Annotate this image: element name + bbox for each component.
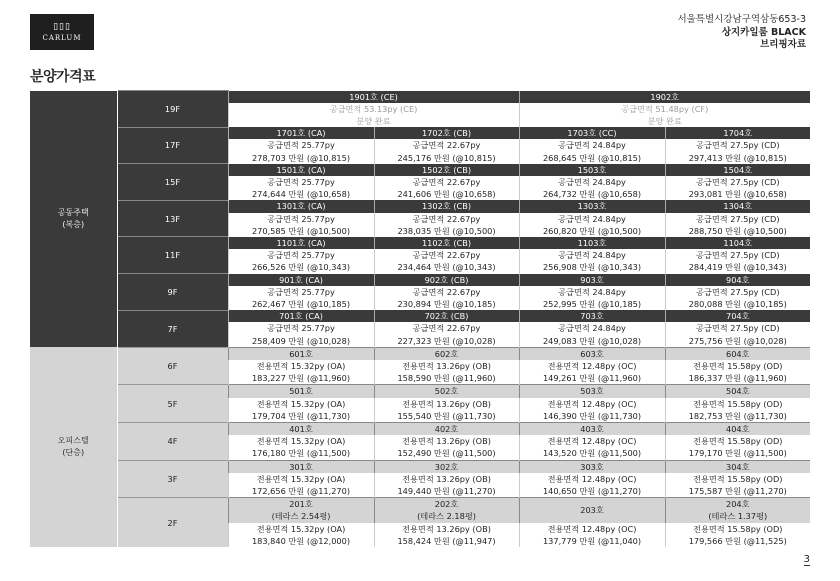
unit-header: 1703호 (CC): [519, 127, 665, 139]
unit-status: 분양 완료: [519, 115, 810, 127]
unit-price: 183,227 만원 (@11,960): [228, 372, 374, 385]
unit-price: 241,606 만원 (@10,658): [374, 188, 519, 200]
unit-area: 전용면적 15.58py (OD): [665, 398, 810, 410]
page-number: 3: [803, 554, 810, 565]
unit-price: 155,540 만원 (@11,730): [374, 410, 519, 423]
unit-name: 204호: [725, 499, 750, 510]
unit-price: 152,490 만원 (@11,500): [374, 447, 519, 460]
unit-price: 179,170 만원 (@11,500): [665, 447, 810, 460]
unit-price: 262,467 만원 (@10,185): [228, 298, 374, 310]
category-residential: [30, 91, 117, 348]
unit-header: 702호 (CB): [374, 310, 519, 322]
table-row: [30, 200, 810, 212]
unit-area: 전용면적 12.48py (OC): [519, 435, 665, 447]
unit-price: 182,753 만원 (@11,730): [665, 410, 810, 423]
unit-area: 공급면적 24.84py: [519, 139, 665, 151]
unit-price: 175,587 만원 (@11,270): [665, 485, 810, 498]
unit-price: 264,732 만원 (@10,658): [519, 188, 665, 200]
unit-name: 201호: [289, 499, 313, 510]
unit-area: 공급면적 27.5py (CD): [665, 176, 810, 188]
unit-header: 1301호 (CA): [228, 200, 374, 212]
unit-area: 공급면적 22.67py: [374, 249, 519, 261]
unit-price: 183,840 만원 (@12,000): [228, 535, 374, 547]
unit-price: 249,083 만원 (@10,028): [519, 335, 665, 348]
table-row: [30, 164, 810, 176]
category-office: [30, 347, 117, 547]
unit-area: 공급면적 22.67py: [374, 213, 519, 225]
unit-area: 공급면적 24.84py: [519, 213, 665, 225]
unit-area: 전용면적 12.48py (OC): [519, 473, 665, 485]
carlum-logo: [30, 14, 94, 50]
floor-label: 9F: [117, 274, 228, 311]
unit-header: 402호: [374, 422, 519, 435]
unit-terrace: (테라스 2.18평): [417, 511, 476, 522]
price-table: [30, 90, 810, 547]
unit-price: 260,820 만원 (@10,500): [519, 225, 665, 237]
table-row: [30, 498, 810, 523]
unit-header: 704호: [665, 310, 810, 322]
unit-header: 403호: [519, 422, 665, 435]
unit-header: 1302호 (CB): [374, 200, 519, 212]
unit-header: 904호: [665, 274, 810, 286]
unit-header: 1502호 (CB): [374, 164, 519, 176]
unit-name: 202호: [434, 499, 459, 510]
unit-header: 1504호: [665, 164, 810, 176]
unit-area: 전용면적 15.58py (OD): [665, 435, 810, 447]
logo-text: CARLUM: [42, 34, 82, 42]
unit-price: 149,261 만원 (@11,960): [519, 372, 665, 385]
unit-header: 903호: [519, 274, 665, 286]
table-row: [30, 310, 810, 322]
unit-area: 공급면적 25.77py: [228, 286, 374, 298]
unit-area: 공급면적 24.84py: [519, 286, 665, 298]
unit-area: 공급면적 25.77py: [228, 213, 374, 225]
unit-header: 503호: [519, 385, 665, 398]
unit-area: 전용면적 15.32py (OA): [228, 473, 374, 485]
unit-header: 302호: [374, 460, 519, 473]
unit-area: 공급면적 27.5py (CD): [665, 249, 810, 261]
unit-header: 401호: [228, 422, 374, 435]
unit-price: 258,409 만원 (@10,028): [228, 335, 374, 348]
unit-price: 234,464 만원 (@10,343): [374, 261, 519, 273]
doc-type: 브리핑자료: [760, 39, 806, 50]
category-label: 공동주택: [57, 207, 89, 217]
unit-price: 252,995 만원 (@10,185): [519, 298, 665, 310]
unit-header: 902호 (CB): [374, 274, 519, 286]
unit-header: 701호 (CA): [228, 310, 374, 322]
unit-price: 137,779 만원 (@11,040): [519, 535, 665, 547]
unit-header: 1102호 (CB): [374, 237, 519, 249]
page-title: 분양가격표: [30, 69, 96, 85]
unit-area: 공급면적 24.84py: [519, 176, 665, 188]
unit-header: 1304호: [665, 200, 810, 212]
unit-header: [228, 498, 374, 523]
unit-area: 공급면적 27.5py (CD): [665, 322, 810, 334]
project-name: 상지카일룸 BLACK: [721, 26, 806, 38]
unit-header: 1303호: [519, 200, 665, 212]
unit-header: [374, 498, 519, 523]
unit-header: 703호: [519, 310, 665, 322]
unit-area: 전용면적 15.32py (OA): [228, 435, 374, 447]
table-row: [30, 237, 810, 249]
unit-price: 245,176 만원 (@10,815): [374, 152, 519, 164]
unit-price: 172,656 만원 (@11,270): [228, 485, 374, 498]
unit-area: 공급면적 27.5py (CD): [665, 286, 810, 298]
unit-header: 504호: [665, 385, 810, 398]
unit-area: 전용면적 15.32py (OA): [228, 360, 374, 372]
floor-label: 17F: [117, 127, 228, 164]
unit-area: 공급면적 25.77py: [228, 322, 374, 334]
unit-price: 149,440 만원 (@11,270): [374, 485, 519, 498]
unit-price: 176,180 만원 (@11,500): [228, 447, 374, 460]
table-row: [30, 274, 810, 286]
unit-header: 1101호 (CA): [228, 237, 374, 249]
table-row: [30, 347, 810, 360]
unit-area: 공급면적 27.5py (CD): [665, 213, 810, 225]
category-label: 오피스텔: [57, 435, 89, 445]
unit-price: 268,645 만원 (@10,815): [519, 152, 665, 164]
unit-price: 158,424 만원 (@11,947): [374, 535, 519, 547]
unit-price: 143,520 만원 (@11,500): [519, 447, 665, 460]
table-row: [30, 422, 810, 435]
unit-header: 501호: [228, 385, 374, 398]
unit-terrace: (테라스 1.37평): [708, 511, 768, 522]
unit-header: [665, 498, 810, 523]
floor-label: 4F: [117, 422, 228, 460]
unit-area: 공급면적 24.84py: [519, 249, 665, 261]
unit-price: 230,894 만원 (@10,185): [374, 298, 519, 310]
unit-price: 158,590 만원 (@11,960): [374, 372, 519, 385]
floor-label: 6F: [117, 347, 228, 385]
floor-label: 2F: [117, 498, 228, 547]
address: 서울특별시강남구역삼동653-3: [677, 14, 806, 25]
unit-price: 270,585 만원 (@10,500): [228, 225, 374, 237]
unit-header: 404호: [665, 422, 810, 435]
unit-area: 전용면적 12.48py (OC): [519, 360, 665, 372]
unit-area: 공급면적 51.48py (CF): [519, 103, 810, 115]
unit-header: 1901호 (CE): [228, 91, 519, 103]
unit-area: 전용면적 12.48py (OC): [519, 523, 665, 535]
unit-area: 전용면적 15.32py (OA): [228, 398, 374, 410]
unit-header: 1104호: [665, 237, 810, 249]
unit-price: 278,703 만원 (@10,815): [228, 152, 374, 164]
unit-price: 238,035 만원 (@10,500): [374, 225, 519, 237]
unit-area: 공급면적 25.77py: [228, 176, 374, 188]
unit-header: 603호: [519, 347, 665, 360]
unit-header: 303호: [519, 460, 665, 473]
unit-area: 전용면적 15.58py (OD): [665, 523, 810, 535]
unit-price: 284,419 만원 (@10,343): [665, 261, 810, 273]
logo-mark: ▯▯▯: [53, 22, 71, 32]
unit-header: 604호: [665, 347, 810, 360]
unit-header: 502호: [374, 385, 519, 398]
floor-label: 3F: [117, 460, 228, 498]
unit-area: 공급면적 27.5py (CD): [665, 139, 810, 151]
unit-area: 공급면적 24.84py: [519, 322, 665, 334]
unit-area: 전용면적 13.26py (OB): [374, 360, 519, 372]
unit-price: 186,337 만원 (@11,960): [665, 372, 810, 385]
unit-area: 전용면적 15.58py (OD): [665, 473, 810, 485]
unit-area: 공급면적 22.67py: [374, 176, 519, 188]
unit-status: 분양 완료: [228, 115, 519, 127]
unit-price: 256,908 만원 (@10,343): [519, 261, 665, 273]
table-row: [30, 385, 810, 398]
unit-area: 전용면적 13.26py (OB): [374, 473, 519, 485]
unit-header: 301호: [228, 460, 374, 473]
unit-header: 601호: [228, 347, 374, 360]
category-sub: (단층): [62, 448, 85, 458]
unit-price: 266,526 만원 (@10,343): [228, 261, 374, 273]
unit-price: 280,088 만원 (@10,185): [665, 298, 810, 310]
unit-header: 1704호: [665, 127, 810, 139]
unit-area: 전용면적 13.26py (OB): [374, 435, 519, 447]
unit-area: 공급면적 22.67py: [374, 322, 519, 334]
project-info: [677, 14, 806, 52]
table-row: [30, 91, 810, 103]
unit-header: 1501호 (CA): [228, 164, 374, 176]
unit-area: 공급면적 25.77py: [228, 249, 374, 261]
unit-area: 공급면적 53.13py (CE): [228, 103, 519, 115]
floor-label: 7F: [117, 310, 228, 347]
floor-label: 15F: [117, 164, 228, 201]
table-row: [30, 127, 810, 139]
unit-terrace: (테라스 2.54평): [271, 511, 331, 522]
unit-header: 1701호 (CA): [228, 127, 374, 139]
unit-area: 전용면적 13.26py (OB): [374, 398, 519, 410]
unit-header: 1702호 (CB): [374, 127, 519, 139]
unit-header: 203호: [519, 498, 665, 523]
unit-price: 179,704 만원 (@11,730): [228, 410, 374, 423]
unit-header: 901호 (CA): [228, 274, 374, 286]
unit-price: 275,756 만원 (@10,028): [665, 335, 810, 348]
table-row: [30, 460, 810, 473]
unit-header: 1103호: [519, 237, 665, 249]
unit-price: 274,644 만원 (@10,658): [228, 188, 374, 200]
unit-price: 227,323 만원 (@10,028): [374, 335, 519, 348]
unit-price: 293,081 만원 (@10,658): [665, 188, 810, 200]
unit-area: 전용면적 15.58py (OD): [665, 360, 810, 372]
unit-area: 공급면적 22.67py: [374, 139, 519, 151]
unit-header: 1902호: [519, 91, 810, 103]
floor-label: 11F: [117, 237, 228, 274]
unit-area: 공급면적 22.67py: [374, 286, 519, 298]
unit-price: 146,390 만원 (@11,730): [519, 410, 665, 423]
category-sub: (복층): [62, 219, 85, 229]
unit-price: 288,750 만원 (@10,500): [665, 225, 810, 237]
unit-header: 602호: [374, 347, 519, 360]
floor-label: 13F: [117, 200, 228, 237]
unit-area: 공급면적 25.77py: [228, 139, 374, 151]
unit-price: 297,413 만원 (@10,815): [665, 152, 810, 164]
unit-area: 전용면적 15.32py (OA): [228, 523, 374, 535]
unit-price: 140,650 만원 (@11,270): [519, 485, 665, 498]
unit-price: 179,566 만원 (@11,525): [665, 535, 810, 547]
unit-area: 전용면적 13.26py (OB): [374, 523, 519, 535]
floor-label: 19F: [117, 91, 228, 128]
unit-header: 1503호: [519, 164, 665, 176]
floor-label: 5F: [117, 385, 228, 423]
unit-header: 304호: [665, 460, 810, 473]
unit-area: 전용면적 12.48py (OC): [519, 398, 665, 410]
